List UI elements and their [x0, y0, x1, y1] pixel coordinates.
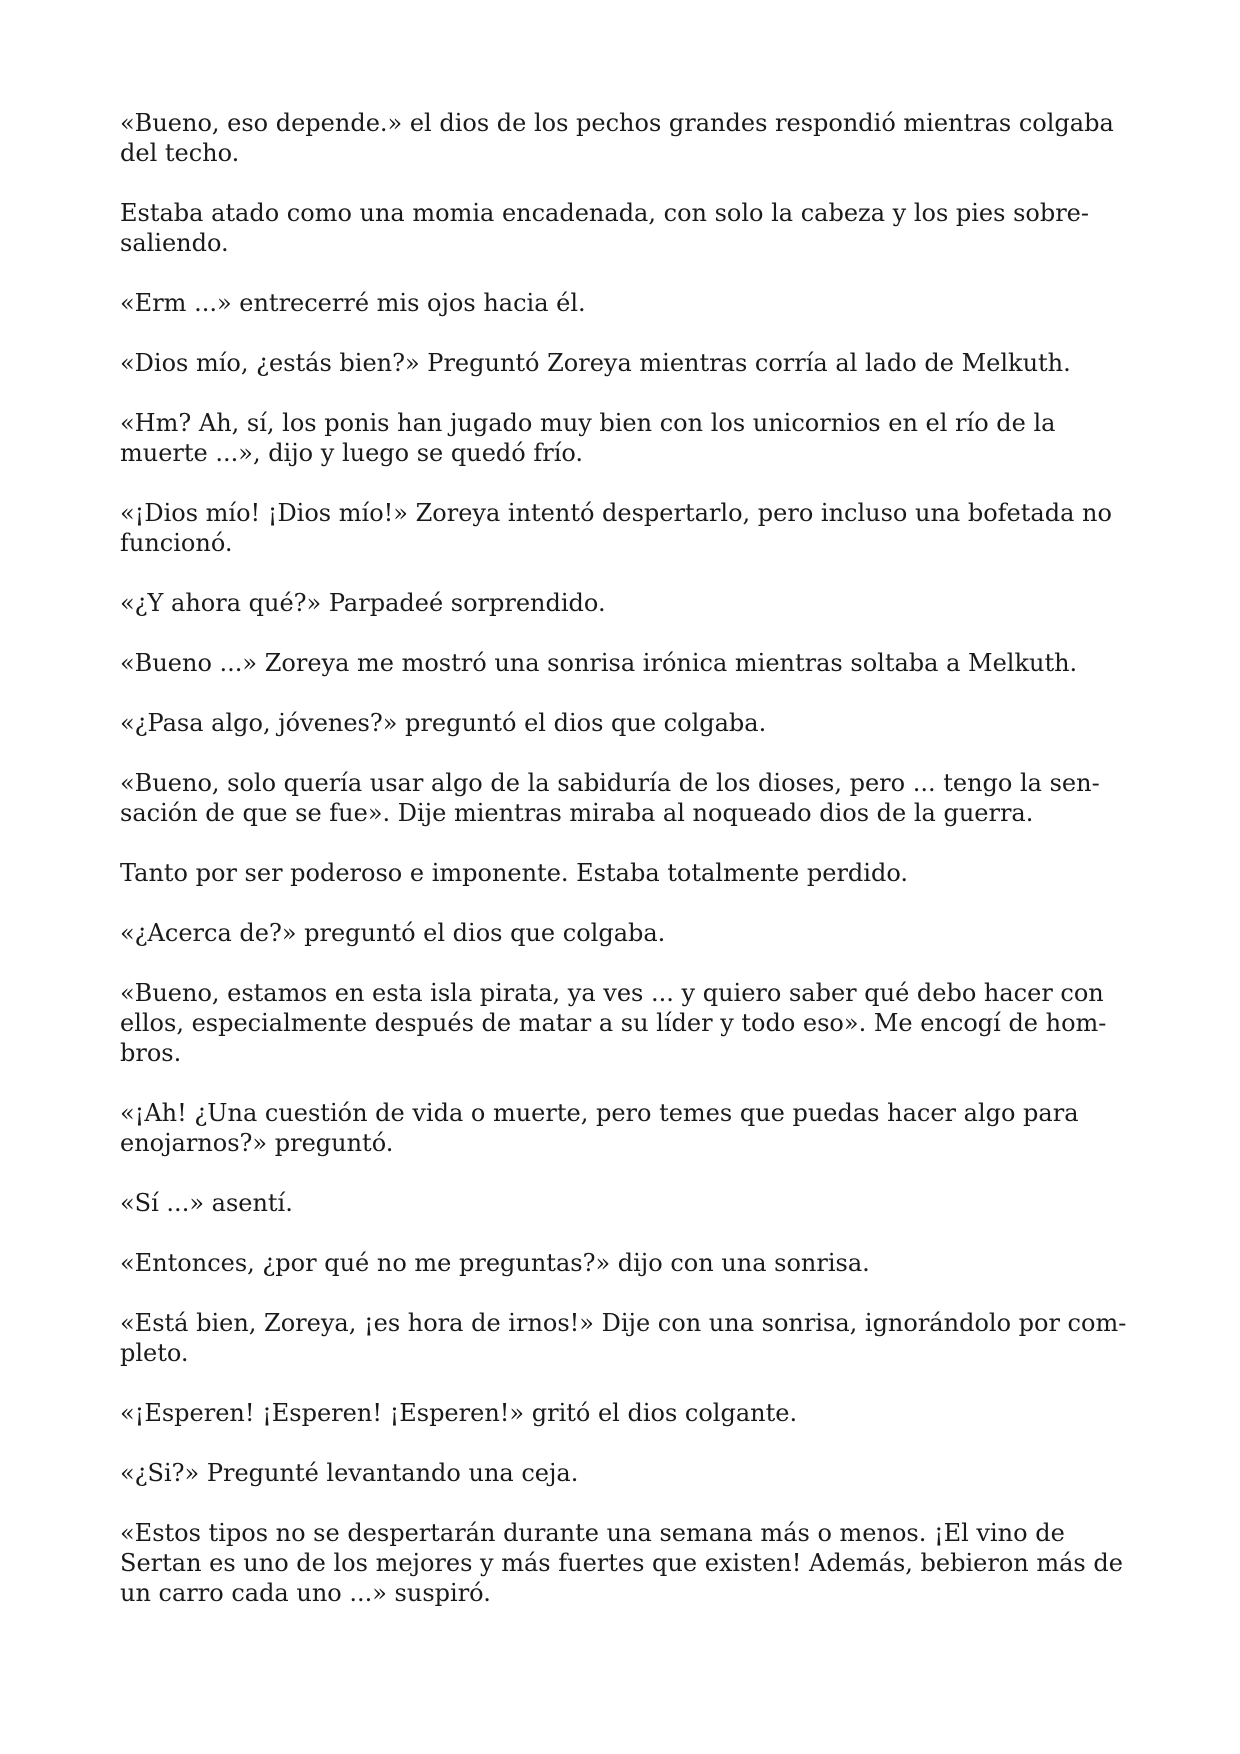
paragraph: «Entonces, ¿por qué no me preguntas?» dijo con una sonrisa.	[120, 1249, 870, 1277]
paragraph: «Estos tipos no se despertarán durante una semana más o menos. ¡El vino de Sertan es uno de los mejores y más fuertes que existen! Además, bebieron más de un carro cada uno ...» suspiró.	[120, 1519, 1123, 1607]
paragraph: «Sí ...» asentí.	[120, 1189, 293, 1217]
paragraph: «¡Dios mío! ¡Dios mío!» Zoreya intentó despertarlo, pero incluso una bofetada no funcionó.	[120, 499, 1112, 557]
paragraph: «Bueno ...» Zoreya me mostró una sonrisa irónica mientras soltaba a Melkuth.	[120, 649, 1078, 677]
paragraph: «¿Y ahora qué?» Parpadeé sorprendido.	[120, 589, 606, 617]
paragraph: «¿Acerca de?» preguntó el dios que colgaba.	[120, 919, 666, 947]
paragraph: «Está bien, Zoreya, ¡es hora de irnos!» Dije con una sonrisa, ignorándolo por com- pleto.	[120, 1309, 1127, 1367]
paragraph: «Dios mío, ¿estás bien?» Preguntó Zoreya mientras corría al lado de Melkuth.	[120, 349, 1071, 377]
paragraph: «Erm ...» entrecerré mis ojos hacia él.	[120, 289, 586, 317]
document-page	[120, 108, 1130, 1608]
paragraph: «¡Ah! ¿Una cuestión de vida o muerte, pero temes que puedas hacer algo para enojarnos?» preguntó.	[120, 1099, 1079, 1157]
paragraph: «Hm? Ah, sí, los ponis han jugado muy bien con los unicornios en el río de la muerte ...», dijo y luego se quedó frío.	[120, 409, 1056, 467]
paragraph: «¿Si?» Pregunté levantando una ceja.	[120, 1459, 579, 1487]
paragraph: «Bueno, solo quería usar algo de la sabiduría de los dioses, pero ... tengo la sen- sación de que se fue». Dije mientras miraba al noqueado dios de la guerra.	[120, 769, 1100, 827]
paragraph: «¿Pasa algo, jóvenes?» preguntó el dios que colgaba.	[120, 709, 767, 737]
paragraph: «Bueno, estamos en esta isla pirata, ya ves ... y quiero saber qué debo hacer con ellos, especialmente después de matar a su líder y todo eso». Me encogí de hom- bros.	[120, 979, 1107, 1067]
paragraph: Tanto por ser poderoso e imponente. Estaba totalmente perdido.	[120, 859, 908, 887]
paragraph: «¡Esperen! ¡Esperen! ¡Esperen!» gritó el dios colgante.	[120, 1399, 798, 1427]
paragraph: Estaba atado como una momia encadenada, con solo la cabeza y los pies sobre- saliendo.	[120, 199, 1089, 257]
paragraph: «Bueno, eso depende.» el dios de los pechos grandes respondió mientras colgaba del techo.	[120, 109, 1114, 167]
